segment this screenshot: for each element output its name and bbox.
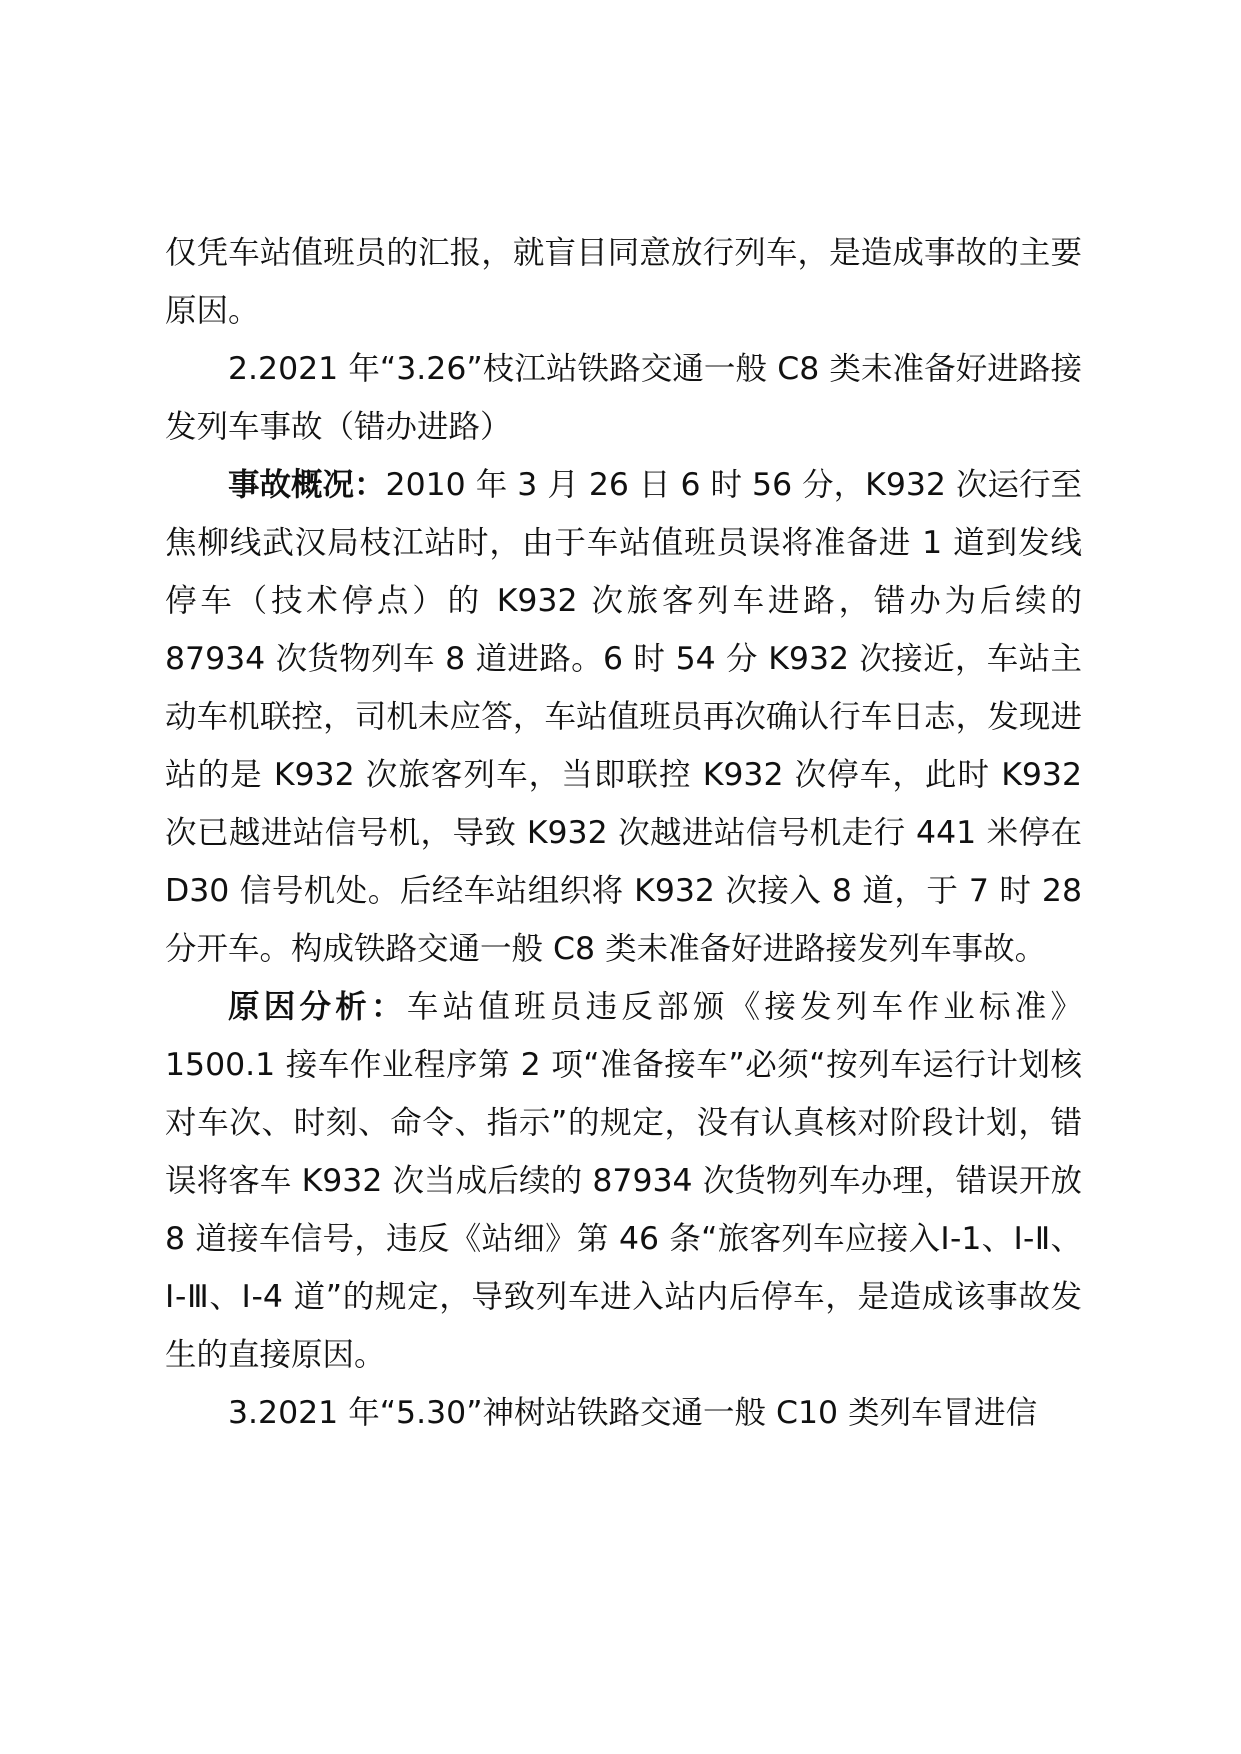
paragraph-accident-overview bbox=[165, 456, 1082, 978]
paragraph-lead-label: 原因分析： bbox=[228, 989, 407, 1025]
paragraph-text: 车站值班员违反部颁《接发列车作业标准》1500.1 接车作业程序第 2 项“准备接车”必须“按列车运行计划核对车次、时刻、命令、指示”的规定，没有认真核对阶段计划，错误将客车 K932 次当成后续的 87934 次货物列车办理，错误开放 8 道接车信号，违反《站细》第 46 条“旅客列车应接入Ⅰ-1、Ⅰ-Ⅱ、Ⅰ-Ⅲ、Ⅰ-4 道”的规定，导致列车进入站内后停车，是造成该事故发生的直接原因。 bbox=[165, 989, 1082, 1373]
document-body bbox=[165, 224, 1082, 1442]
paragraph-heading-3 bbox=[165, 1384, 1082, 1442]
paragraph-text: 仅凭车站值班员的汇报，就盲目同意放行列车，是造成事故的主要原因。 bbox=[165, 235, 1082, 329]
paragraph-text: 2010 年 3 月 26 日 6 时 56 分，K932 次运行至焦柳线武汉局枝江站时，由于车站值班员误将准备进 1 道到发线停车（技术停点）的 K932 次旅客列车进路，错办为后续的 87934 次货物列车 8 道进路。6 时 54 分 K932 次接近，车站主动车机联控，司机未应答，车站值班员再次确认行车日志，发现进站的是 K932 次旅客列车，当即联控 K932 次停车，此时 K932 次已越进站信号机，导致 K932 次越进站信号机走行 441 米停在 D30 信号机处。后经车站组织将 K932 次接入 8 道，于 7 时 28 分开车。构成铁路交通一般 C8 类未准备好进路接发列车事故。 bbox=[165, 467, 1082, 967]
paragraph-text: 2.2021 年“3.26”枝江站铁路交通一般 C8 类未准备好进路接发列车事故（错办进路） bbox=[165, 351, 1082, 445]
paragraph-lead-label: 事故概况： bbox=[228, 467, 386, 503]
paragraph-text: 3.2021 年“5.30”神树站铁路交通一般 C10 类列车冒进信 bbox=[228, 1395, 1038, 1431]
paragraph-heading-2 bbox=[165, 340, 1082, 456]
paragraph-continuation bbox=[165, 224, 1082, 340]
paragraph-cause-analysis bbox=[165, 978, 1082, 1384]
